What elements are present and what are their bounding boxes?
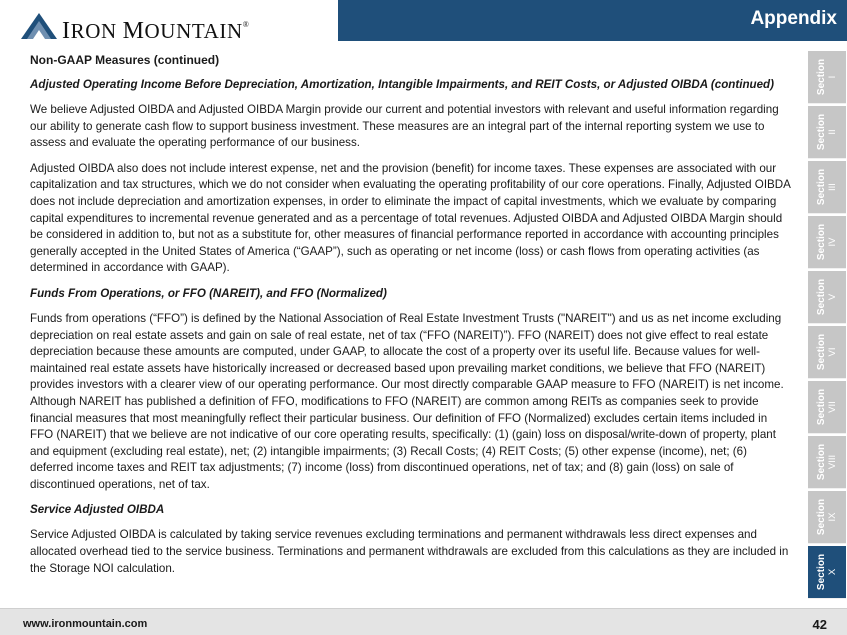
section-nav-item-10[interactable] [808, 546, 846, 599]
section-nav-item-7[interactable] [808, 381, 846, 434]
section-roman: X [827, 568, 838, 576]
section-word: Section [816, 113, 827, 151]
section-roman: VII [827, 401, 838, 413]
section-roman: III [827, 183, 838, 191]
section-word: Section [816, 58, 827, 96]
section-word: Section [816, 388, 827, 426]
section-roman: I [827, 75, 838, 79]
section-word: Section [816, 168, 827, 206]
appendix-header-bar [338, 0, 847, 41]
section-word: Section [816, 443, 827, 481]
section-word: Section [816, 278, 827, 316]
section-nav-item-2[interactable] [808, 106, 846, 159]
iron-mountain-logo [19, 11, 250, 44]
section-nav-item-6[interactable] [808, 326, 846, 379]
section-word: Section [816, 223, 827, 261]
section-word: Section [816, 553, 827, 591]
subheading-ffo: Funds From Operations, or FFO (NAREIT), and FFO (Normalized) [30, 286, 387, 300]
section-roman: V [827, 293, 838, 301]
section-nav-item-4[interactable] [808, 216, 846, 269]
main-content [30, 52, 792, 586]
section-nav-item-3[interactable] [808, 161, 846, 214]
paragraph-2: Adjusted OIBDA also does not include interest expense, net and the provision (benefit) for income taxes. These expenses are associated with our capitalization and tax structures, which we do not consider when evaluating the operating profitability of our core operations. Finally, Adjusted OIBDA does not include depreciation and amortization expenses, in order to eliminate the impact of capital investments, which we evaluate by comparing capital expenditures to incremental revenue generated and as a percentage of total revenues. Adjusted OIBDA and Adjusted OIBDA Margin should be considered in addition to, but not as a substitute for, other measures of financial performance reported in accordance with accounting principles generally accepted in the United States of America (“GAAP”), such as operating or net income (loss) or cash flows from operating activities (as determined in accordance with GAAP). [30, 161, 791, 275]
section-nav-item-1[interactable] [808, 51, 846, 104]
section-roman: II [827, 129, 838, 135]
mountain-logo-icon [19, 11, 59, 41]
section-heading: Non-GAAP Measures (continued) [30, 53, 220, 67]
paragraph-3: Funds from operations (“FFO”) is defined by the National Association of Real Estate Investment Trusts ("NAREIT") and us as net income excluding depreciation on real estate assets and gain on sale of real estate, net of tax (“FFO (NAREIT)”). FFO (NAREIT) does not give effect to real estate depreciation because these amounts are computed, under GAAP, to allocate the cost of a property over its useful life. Because values for well-maintained real estate assets have historically increased or decreased based upon prevailing market conditions, we believe that FFO (NAREIT) provides investors with a clearer view of our operating performance. Our most directly comparable GAAP measure to FFO (NAREIT) is net income. Although NAREIT has published a definition of FFO, modifications to FFO (NAREIT) are common among REITs as companies seek to provide financial measures that most meaningfully reflect their particular business. Our definition of FFO (Normalized) excludes certain items included in FFO (NAREIT) that we believe are not indicative of our core operating results, specifically: (1) (gain) loss on disposal/write-down of property, plant and equipment (excluding real estate), net; (2) intangible impairments; (3) Recall Costs; (4) REIT Costs; (5) other expense (income), net; (6) deferred income taxes and REIT tax adjustments; (7) income (loss) from discontinued operations, net of tax; and (8) gain (loss) on sale of discontinued operations, net of tax. [30, 311, 784, 491]
footer-url-link[interactable]: www.ironmountain.com [23, 618, 148, 630]
section-word: Section [816, 333, 827, 371]
section-word: Section [816, 498, 827, 536]
section-roman: VI [827, 347, 838, 357]
section-roman: IX [827, 512, 838, 522]
section-roman: IV [827, 237, 838, 247]
section-roman: VIII [827, 454, 838, 470]
section-nav-item-5[interactable] [808, 271, 846, 324]
subheading-service-adjusted-oibda: Service Adjusted OIBDA [30, 503, 165, 517]
paragraph-1: We believe Adjusted OIBDA and Adjusted OIBDA Margin provide our current and potential investors with relevant and useful information regarding our ability to generate cash flow to support business investment. These measures are an integral part of the internal reporting system we use to assess and evaluate the operating performance of our business. [30, 103, 779, 150]
section-nav-item-8[interactable] [808, 436, 846, 489]
section-nav-item-9[interactable] [808, 491, 846, 544]
subheading-adjusted-oibda: Adjusted Operating Income Before Depreciation, Amortization, Intangible Impairments, and REIT Costs, or Adjusted OIBDA (continued) [30, 78, 774, 91]
page-number: 42 [812, 617, 827, 632]
logo-wordmark: IRON MOUNTAIN® [62, 18, 250, 44]
page-title: Appendix [750, 8, 837, 29]
paragraph-4: Service Adjusted OIBDA is calculated by taking service revenues excluding terminations and permanent withdrawals less direct expenses and allocated overhead tied to the service business. Terminations and permanent withdrawals are excluded from this calculations as they are included in the Storage NOI calculation. [30, 528, 789, 575]
